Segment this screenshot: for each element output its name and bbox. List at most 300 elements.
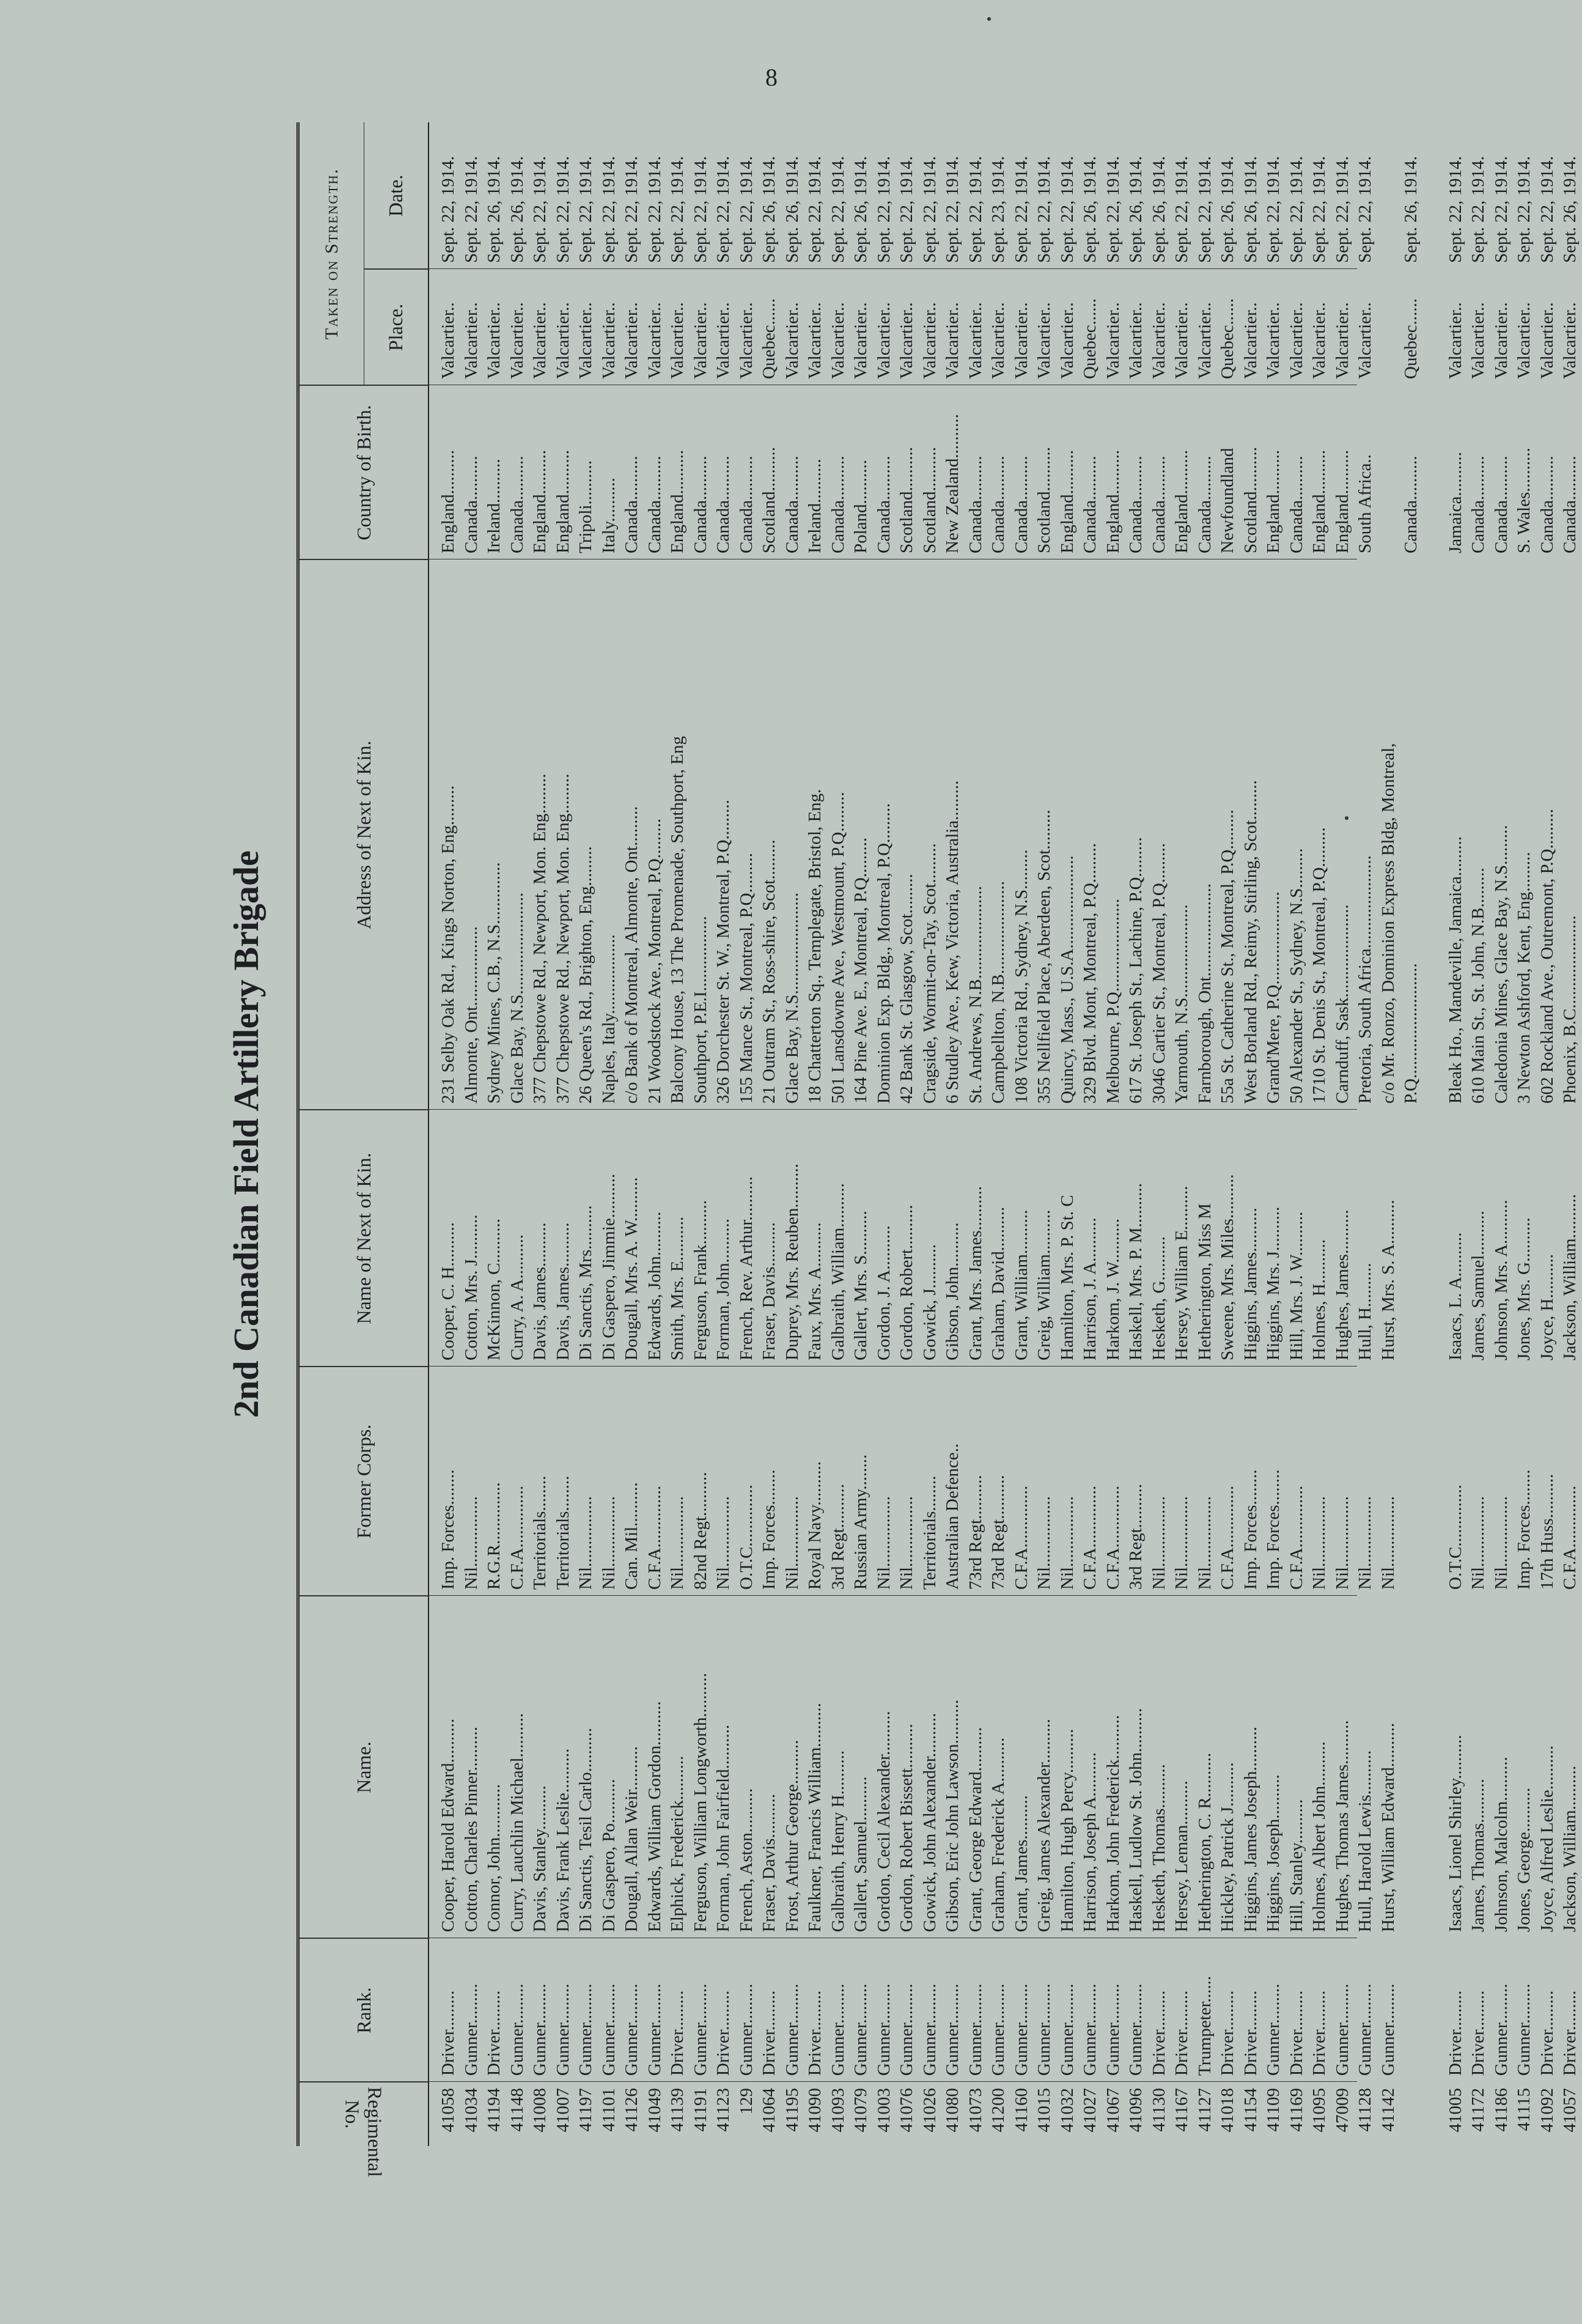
table-row	[1125, 122, 1148, 2146]
cell-regimental-no: 41130	[1149, 2088, 1169, 2132]
table-row	[1513, 122, 1536, 2146]
table-row	[620, 122, 644, 2146]
header-regimental-no: Regimental No.	[300, 2082, 428, 2146]
rotated-register	[217, 122, 1580, 2177]
cell-address: Caledonia Mines, Glace Bay, N.S.........	[1491, 825, 1511, 1104]
cell-country-of-birth	[1377, 385, 1400, 559]
table-row	[850, 122, 873, 2146]
cell-country-of-birth: Canada..........	[1194, 456, 1215, 553]
cell-rank: Driver.........	[1468, 1990, 1488, 2076]
cell-former-corps: Royal Navy..........	[805, 1461, 825, 1590]
cell-country-of-birth: Canada..........	[1537, 456, 1557, 553]
cell-next-of-kin: Dougall, Mrs. A. W..........	[622, 1177, 641, 1360]
cell-place: Valcartier..	[690, 302, 710, 379]
cell-former-corps: Nil................	[1355, 1496, 1375, 1590]
cell-date: Sept. 22, 1914.	[805, 156, 825, 263]
cell-place: Valcartier..	[576, 302, 595, 379]
cell-rank: Gunner.........	[782, 1983, 802, 2076]
cell-date: Sept. 22, 1914.	[576, 156, 595, 263]
cell-former-corps: Imp. Forces........	[438, 1469, 458, 1590]
cell-next-of-kin: Duprey, Mrs. Reuben..........	[782, 1164, 802, 1360]
cell-name: Graham, Frederick A..........	[988, 1737, 1008, 1932]
cell-name: Hamilton, Hugh Percy..........	[1057, 1728, 1077, 1932]
cell-next-of-kin: Hurst, Mrs. S. A..........	[1378, 1200, 1398, 1360]
cell-address: 21 Woodstock Ave., Montreal, P.Q.........	[644, 818, 664, 1104]
cell-name: Forman, John Fairfield..........	[713, 1724, 733, 1932]
cell-rank: Gunner.........	[576, 1983, 595, 2076]
cell-name: Higgins, Joseph..........	[1264, 1774, 1283, 1932]
cell-next-of-kin: Graham, David..........	[988, 1206, 1008, 1360]
cell-name: Di Sanctis, Tesil Carlo..........	[576, 1727, 595, 1932]
cell-rank: Gunner.........	[965, 1983, 985, 2076]
cell-regimental-no: 41090	[805, 2088, 825, 2133]
cell-rank: Gunner.........	[622, 1983, 641, 2076]
cell-place: Valcartier..	[874, 302, 894, 379]
cell-regimental-no: 41007	[553, 2088, 573, 2133]
cell-former-corps: Nil................	[598, 1496, 619, 1590]
cell-regimental-no: 41032	[1057, 2088, 1077, 2133]
cell-address: 231 Selby Oak Rd., Kings Norton, Eng.........	[438, 785, 458, 1104]
cell-regimental-no: 41073	[965, 2088, 985, 2133]
cell-address: 6 Studley Ave., Kew, Victoria, Australia.........	[943, 780, 962, 1104]
cell-place: Valcartier..	[622, 302, 641, 379]
cell-place: Valcartier..	[507, 302, 527, 379]
cell-name: Dougall, Allan Weir..........	[622, 1746, 641, 1932]
table-body	[437, 122, 1582, 2146]
header-taken-on-strength: Taken on Strength.	[300, 122, 364, 385]
cell-date: Sept. 22, 1914.	[965, 156, 985, 263]
cell-name: Jones, George..........	[1514, 1787, 1534, 1932]
cell-date: Sept. 22, 1914.	[1309, 156, 1329, 263]
cell-date: Sept. 22, 1914.	[690, 156, 710, 263]
cell-former-corps: Nil................	[874, 1496, 894, 1590]
cell-address: 21 Outram St., Ross-shire, Scot.........	[759, 839, 779, 1104]
cell-date: Sept. 26, 1914.	[759, 156, 779, 263]
table-row	[1171, 122, 1194, 2146]
cell-date: Sept. 23, 1914.	[988, 156, 1008, 263]
cell-place: Valcartier..	[897, 302, 916, 379]
cell-date: Sept. 22, 1914.	[1034, 156, 1054, 263]
cell-name: Gibson, Eric John Lawson..........	[943, 1699, 962, 1932]
cell-next-of-kin: Gordon, J. A..........	[874, 1225, 894, 1360]
cell-regimental-no: 41191	[690, 2088, 710, 2132]
cell-former-corps: R.G.R..............	[484, 1482, 504, 1590]
cell-country-of-birth: New Zealand..........	[943, 414, 962, 553]
cell-country-of-birth: Canada..........	[988, 456, 1008, 553]
cell-rank: Gunner.........	[897, 1983, 916, 2076]
cell-country-of-birth: Canada..........	[507, 456, 527, 553]
table-row	[1216, 122, 1240, 2146]
cell-address: St. Andrews, N.B.....................	[965, 885, 985, 1104]
cell-next-of-kin: French, Rev. Arthur..........	[736, 1176, 756, 1360]
cell-country-of-birth: Scotland..........	[897, 447, 916, 553]
table-row	[1331, 122, 1355, 2146]
table-row	[1308, 122, 1331, 2146]
cell-country-of-birth: Scotland..........	[1240, 447, 1260, 553]
cell-place: Valcartier..	[736, 302, 756, 379]
cell-regimental-no: 129	[736, 2088, 756, 2115]
cell-regimental-no: 41128	[1355, 2088, 1375, 2132]
cell-date: Sept. 22, 1914.	[1264, 156, 1283, 263]
cell-date: Sept. 22, 1914.	[828, 156, 848, 263]
cell-name: Jackson, William..........	[1560, 1765, 1580, 1932]
cell-next-of-kin: Edwards, John..........	[644, 1211, 664, 1360]
cell-rank: Driver.........	[438, 1990, 458, 2076]
cell-former-corps: C.F.A..............	[1218, 1485, 1237, 1590]
cell-rank: Gunner.........	[828, 1983, 848, 2076]
cell-regimental-no: 41057	[1560, 2088, 1580, 2133]
cell-date: Sept. 22, 1914.	[644, 156, 664, 263]
cell-date: Sept. 22, 1914.	[1332, 156, 1352, 263]
cell-place: Valcartier..	[1240, 302, 1260, 379]
cell-name: Hurst, William Edward..........	[1378, 1722, 1398, 1932]
cell-rank: Gunner.........	[1332, 1983, 1352, 2076]
cell-name: Cooper, Harold Edward..........	[438, 1718, 458, 1932]
cell-address: Quincy, Mass., U.S.A.....................	[1057, 855, 1077, 1104]
cell-regimental-no: 41067	[1103, 2088, 1123, 2133]
cell-former-corps: Nil................	[1332, 1496, 1352, 1590]
cell-next-of-kin: Johnson, Mrs. A..........	[1491, 1200, 1511, 1360]
cell-next-of-kin: Galbraith, William..........	[828, 1183, 848, 1360]
cell-place: Valcartier..	[530, 302, 550, 379]
cell-address: Cragside, Wormit-on-Tay, Scot.........	[919, 843, 940, 1104]
cell-rank: Driver.........	[1172, 1990, 1191, 2076]
cell-name: Hesketh, Thomas..........	[1149, 1764, 1169, 1932]
header-next-of-kin: Name of Next of Kin.	[300, 1110, 428, 1367]
cell-next-of-kin: Hetherington, Miss M	[1194, 1203, 1215, 1360]
cell-name: Frost, Arthur George..........	[782, 1739, 802, 1932]
cell-date: Sept. 22, 1914.	[622, 156, 641, 263]
table-row	[552, 122, 575, 2146]
cell-name: Gordon, Cecil Alexander..........	[874, 1711, 894, 1932]
cell-rank: Gunner.........	[644, 1983, 664, 2076]
cell-place: Valcartier..	[713, 302, 733, 379]
cell-former-corps: Nil................	[1194, 1496, 1215, 1590]
cell-name: Holmes, Albert John..........	[1309, 1741, 1329, 1932]
cell-regimental-no: 41200	[988, 2088, 1008, 2133]
cell-former-corps: Australian Defence..	[943, 1443, 962, 1590]
cell-place: Valcartier..	[1057, 302, 1077, 379]
cell-place: Valcartier..	[668, 302, 687, 379]
cell-name: Gowick, John Alexander..........	[919, 1713, 940, 1932]
cell-rank: Gunner.........	[919, 1983, 940, 2076]
cell-regimental-no: 41169	[1286, 2088, 1306, 2132]
cell-place: Valcartier..	[919, 302, 940, 379]
cell-address: Glace Bay, N.S.......................	[507, 892, 527, 1104]
cell-regimental-no: 41172	[1468, 2088, 1488, 2132]
cell-next-of-kin: Gowick, J..........	[919, 1244, 940, 1360]
cell-address: c/o Mr. Ronzo, Dominion Express Bldg, Montreal,	[1378, 743, 1398, 1104]
cell-date: Sept. 22, 1914.	[553, 156, 573, 263]
cell-former-corps: Nil................	[782, 1496, 802, 1590]
cell-country-of-birth: England..........	[553, 449, 573, 553]
cell-country-of-birth: Canada..........	[1126, 456, 1146, 553]
cell-former-corps: 3rd Regt..........	[1126, 1483, 1146, 1590]
nominal-roll-table	[296, 122, 1580, 2177]
cell-regimental-no: 41058	[438, 2088, 458, 2133]
cell-date: Sept. 22, 1914.	[530, 156, 550, 263]
cell-date: Sept. 26, 1914.	[1240, 156, 1260, 263]
cell-date: Sept. 26, 1914.	[782, 156, 802, 263]
cell-address: Southport, P.E.I.................	[690, 916, 710, 1104]
cell-address: 164 Pine Ave. E., Montreal, P.Q.........	[851, 837, 870, 1104]
cell-regimental-no: 41115	[1514, 2088, 1534, 2131]
cell-regimental-no: 41049	[644, 2088, 664, 2133]
cell-former-corps: C.F.A..............	[507, 1485, 527, 1590]
cell-country-of-birth: Jamaica..........	[1445, 452, 1465, 553]
cell-country-of-birth: Canada..........	[461, 456, 481, 553]
cell-regimental-no: 41079	[851, 2088, 870, 2133]
table-row	[781, 122, 804, 2146]
cell-former-corps: O.T.C..............	[736, 1485, 756, 1590]
cell-address: 610 Main St., St. John, N.B.........	[1468, 868, 1488, 1104]
cell-address: Farnborough, Ont.....................	[1194, 883, 1215, 1104]
cell-next-of-kin: Haskell, Mrs. P. M..........	[1126, 1182, 1146, 1360]
cell-rank: Gunner.........	[736, 1983, 756, 2076]
cell-date: Sept. 22, 1914.	[1355, 156, 1375, 263]
cell-address: 26 Queen's Rd., Brighton, Eng.........	[576, 846, 595, 1104]
table-row	[1056, 122, 1080, 2146]
cell-rank: Gunner.........	[1491, 1983, 1511, 2076]
cell-country-of-birth: Canada..........	[874, 456, 894, 553]
cell-regimental-no: 41123	[713, 2088, 733, 2132]
cell-next-of-kin: Di Gaspero, Jimmie..........	[598, 1173, 619, 1360]
cell-address: 377 Chepstowe Rd., Newport, Mon. Eng.........	[553, 773, 573, 1104]
cell-former-corps: Nil................	[1378, 1496, 1398, 1590]
cell-former-corps: Nil................	[576, 1496, 595, 1590]
cell-rank: Driver.........	[1309, 1990, 1329, 2076]
cell-regimental-no: 41096	[1126, 2088, 1146, 2133]
cell-next-of-kin: Cooper, C. H..........	[438, 1222, 458, 1360]
cell-address: 377 Chepstowe Rd., Newport, Mon. Eng.........	[530, 773, 550, 1104]
cell-rank: Driver.........	[1240, 1990, 1260, 2076]
cell-name: Greig, James Alexander..........	[1034, 1719, 1054, 1932]
cell-rank: Gunner.........	[943, 1983, 962, 2076]
cell-country-of-birth: England..........	[1332, 449, 1352, 553]
cell-country-of-birth: Canada..........	[622, 456, 641, 553]
cell-regimental-no: 41148	[507, 2088, 527, 2132]
cell-name: Harrison, Joseph A..........	[1080, 1752, 1100, 1932]
cell-former-corps: C.F.A..............	[644, 1485, 664, 1590]
cell-address: 42 Bank St. Glasgow, Scot.........	[897, 874, 916, 1104]
cell-rank: Gunner.........	[530, 1983, 550, 2076]
table-row	[804, 122, 827, 2146]
cell-place	[1377, 269, 1400, 385]
cell-country-of-birth: Canada..........	[828, 456, 848, 553]
cell-place: Valcartier..	[988, 302, 1008, 379]
cell-former-corps: 73rd Regt..........	[988, 1475, 1008, 1590]
cell-former-corps: Nil................	[1309, 1496, 1329, 1590]
cell-next-of-kin: Curry, A. A..........	[507, 1234, 527, 1360]
cell-name: Hickley, Patrick J..........	[1218, 1762, 1237, 1932]
cell-rank: Gunner.........	[851, 1983, 870, 2076]
cell-place: Valcartier..	[438, 302, 458, 379]
cell-regimental-no: 41034	[461, 2088, 481, 2133]
cell-rank: Driver.........	[1445, 1990, 1465, 2076]
cell-country-of-birth: England..........	[438, 449, 458, 553]
cell-rank: Gunner.........	[598, 1983, 619, 2076]
cell-name: Faulkner, Francis William..........	[805, 1703, 825, 1932]
cell-name: Davis, Stanley..........	[530, 1785, 550, 1932]
cell-next-of-kin: Harrison, J. A..........	[1080, 1217, 1100, 1360]
cell-address: 3 Newton Ashford, Kent, Eng.........	[1514, 852, 1534, 1104]
cell-former-corps: 82nd Regt..........	[690, 1472, 710, 1590]
cell-name: Higgins, James Joseph..........	[1240, 1727, 1260, 1932]
cell-address: Pretoria, South Africa.....................	[1355, 855, 1375, 1104]
cell-former-corps: O.T.C..............	[1445, 1485, 1465, 1590]
cell-place: Valcartier..	[553, 302, 573, 379]
cell-address: West Borland Rd., Reimy, Stirling, Scot.........	[1240, 780, 1260, 1104]
cell-next-of-kin: James, Samuel..........	[1468, 1211, 1488, 1360]
cell-country-of-birth: England..........	[1103, 449, 1123, 553]
cell-address: Phoenix, B.C.....................	[1560, 915, 1580, 1104]
cell-country-of-birth: Canada..........	[644, 456, 664, 553]
cell-next-of-kin: Higgins, Mrs. J..........	[1264, 1206, 1283, 1360]
cell-place: Valcartier..	[1172, 302, 1191, 379]
table-row	[1194, 122, 1217, 2146]
cell-date: Sept. 22, 1914.	[1445, 156, 1465, 263]
cell-date: Sept. 22, 1914.	[1286, 156, 1306, 263]
cell-next-of-kin: Forman, John..........	[713, 1219, 733, 1360]
cell-next-of-kin: Hughes, James..........	[1332, 1209, 1352, 1360]
table-row	[827, 122, 850, 2146]
cell-place: Valcartier..	[1491, 302, 1511, 379]
page-title: 2nd Canadian Field Artillery Brigade	[226, 850, 266, 1418]
table-row	[644, 122, 667, 2146]
cell-country-of-birth: Scotland..........	[919, 447, 940, 553]
cell-name: Haskell, Ludlow St. John..........	[1126, 1708, 1146, 1932]
cell-former-corps: Imp. Forces........	[1240, 1469, 1260, 1590]
cell-next-of-kin: Higgins, James..........	[1240, 1208, 1260, 1360]
cell-country-of-birth: Canada..........	[1011, 456, 1031, 553]
cell-name: Gallert, Samuel..........	[851, 1776, 870, 1932]
cell-date: Sept. 26, 1914.	[484, 156, 504, 263]
cell-address: Campbellton, N.B.....................	[988, 880, 1008, 1104]
cell-name	[1400, 1596, 1423, 1938]
cell-address: 326 Dorchester St. W., Montreal, P.Q.........	[713, 800, 733, 1104]
table-row	[735, 122, 759, 2146]
cell-former-corps	[1400, 1367, 1423, 1596]
cell-place: Valcartier..	[943, 302, 962, 379]
cell-next-of-kin: Gordon, Robert..........	[897, 1204, 916, 1360]
cell-date: Sept. 22, 1914.	[1172, 156, 1191, 263]
cell-regimental-no: 41142	[1378, 2088, 1398, 2132]
cell-country-of-birth: Canada..........	[1080, 456, 1100, 553]
cell-place: Valcartier..	[851, 302, 870, 379]
cell-place: Valcartier..	[1194, 302, 1215, 379]
cell-country-of-birth: Canada..........	[1560, 456, 1580, 553]
cell-former-corps: Can. Mil..........	[622, 1482, 641, 1590]
cell-rank: Gunner.........	[553, 1983, 573, 2076]
cell-rank: Gunner.........	[1057, 1983, 1077, 2076]
cell-name: Edwards, William Gordon..........	[644, 1701, 664, 1932]
header-date: Date.	[384, 174, 407, 217]
cell-regimental-no: 41008	[530, 2088, 550, 2133]
cell-name: Joyce, Alfred Leslie..........	[1537, 1745, 1557, 1932]
cell-name: Grant, George Edward..........	[965, 1727, 985, 1932]
cell-former-corps: Territorials........	[919, 1475, 940, 1590]
cell-name: Hetherington, C. R..........	[1194, 1752, 1215, 1932]
cell-former-corps: 3rd Regt..........	[828, 1483, 848, 1590]
cell-country-of-birth: Canada..........	[736, 456, 756, 553]
cell-place: Valcartier..	[598, 302, 619, 379]
cell-next-of-kin: Hersey, William E..........	[1172, 1186, 1191, 1360]
cell-former-corps: Nil................	[1057, 1496, 1077, 1590]
cell-rank: Gunner.........	[507, 1983, 527, 2076]
cell-regimental-no: 41186	[1491, 2088, 1511, 2132]
cell-rank	[1400, 1938, 1423, 2082]
cell-place: Valcartier..	[1514, 302, 1534, 379]
cell-former-corps: Nil................	[1468, 1496, 1488, 1590]
cell-country-of-birth: England..........	[1264, 449, 1283, 553]
cell-address: Balcony House, 13 The Promenade, Southport, Eng	[668, 736, 687, 1104]
cell-next-of-kin: Hull, H..........	[1355, 1263, 1375, 1360]
cell-former-corps: Nil................	[1172, 1496, 1191, 1590]
cell-name: Cotton, Charles Pinner..........	[461, 1727, 481, 1932]
cell-country-of-birth: Canada..........	[1468, 456, 1488, 553]
cell-name: Gordon, Robert Bissett..........	[897, 1724, 916, 1932]
cell-next-of-kin: Davis, James..........	[553, 1222, 573, 1360]
header-rank: Rank.	[300, 1938, 428, 2082]
table-row	[941, 122, 965, 2146]
cell-next-of-kin: Fraser, Davis..........	[759, 1222, 779, 1360]
cell-next-of-kin: Jackson, William..........	[1560, 1193, 1580, 1360]
cell-country-of-birth: Ireland..........	[805, 459, 825, 553]
cell-address: 108 Victoria Rd., Sydney, N.S.........	[1011, 849, 1031, 1104]
cell-next-of-kin: Isaacs, L. A..........	[1445, 1232, 1465, 1360]
cell-address: 50 Alexander St., Sydney, N.S.........	[1286, 848, 1306, 1104]
table-row	[1262, 122, 1286, 2146]
cell-next-of-kin: Sweene, Mrs. Miles..........	[1218, 1174, 1237, 1360]
cell-place: Valcartier..	[484, 302, 504, 379]
cell-regimental-no: 47009	[1332, 2088, 1352, 2133]
cell-next-of-kin: Grant, William..........	[1011, 1209, 1031, 1360]
cell-regimental-no: 41109	[1264, 2088, 1283, 2132]
cell-country-of-birth: Scotland..........	[1034, 447, 1054, 553]
cell-date: Sept. 22, 1914.	[1491, 156, 1511, 263]
table-row	[712, 122, 735, 2146]
header-address: Address of Next of Kin.	[300, 559, 428, 1110]
cell-rank: Gunner.........	[690, 1983, 710, 2076]
cell-regimental-no: 41080	[943, 2088, 962, 2133]
cell-former-corps: Nil................	[1034, 1496, 1054, 1590]
table-row	[460, 122, 484, 2146]
cell-date: Sept. 22, 1914.	[736, 156, 756, 263]
cell-place: Quebec......	[1401, 298, 1421, 379]
cell-country-of-birth: South Africa..	[1355, 454, 1375, 553]
cell-name: Harkom, John Frederick..........	[1103, 1714, 1123, 1932]
table-row	[896, 122, 919, 2146]
cell-address: 155 Mance St., Montreal, P.Q.........	[736, 853, 756, 1104]
cell-next-of-kin: Joyce, H..........	[1537, 1254, 1557, 1360]
cell-address: 3046 Cartier St., Montreal, P.Q.........	[1149, 843, 1169, 1104]
ink-speck	[987, 17, 991, 21]
cell-rank: Gunner.........	[1034, 1983, 1054, 2076]
page-number: 8	[765, 64, 778, 91]
cell-rank: Gunner.........	[874, 1983, 894, 2076]
cell-date: Sept. 22, 1914.	[1468, 156, 1488, 263]
cell-date: Sept. 22, 1914.	[668, 156, 687, 263]
cell-regimental-no: 41064	[759, 2088, 779, 2133]
table-row	[506, 122, 529, 2146]
cell-regimental-no: 41160	[1011, 2088, 1031, 2132]
cell-rank: Gunner.........	[461, 1983, 481, 2076]
cell-date: Sept. 22, 1914.	[1514, 156, 1534, 263]
cell-place: Quebec......	[1218, 298, 1237, 379]
cell-address: P.Q..........................	[1401, 963, 1421, 1104]
header-country-of-birth: Country of Birth.	[300, 385, 428, 559]
cell-next-of-kin: Grant, Mrs. James..........	[965, 1186, 985, 1360]
